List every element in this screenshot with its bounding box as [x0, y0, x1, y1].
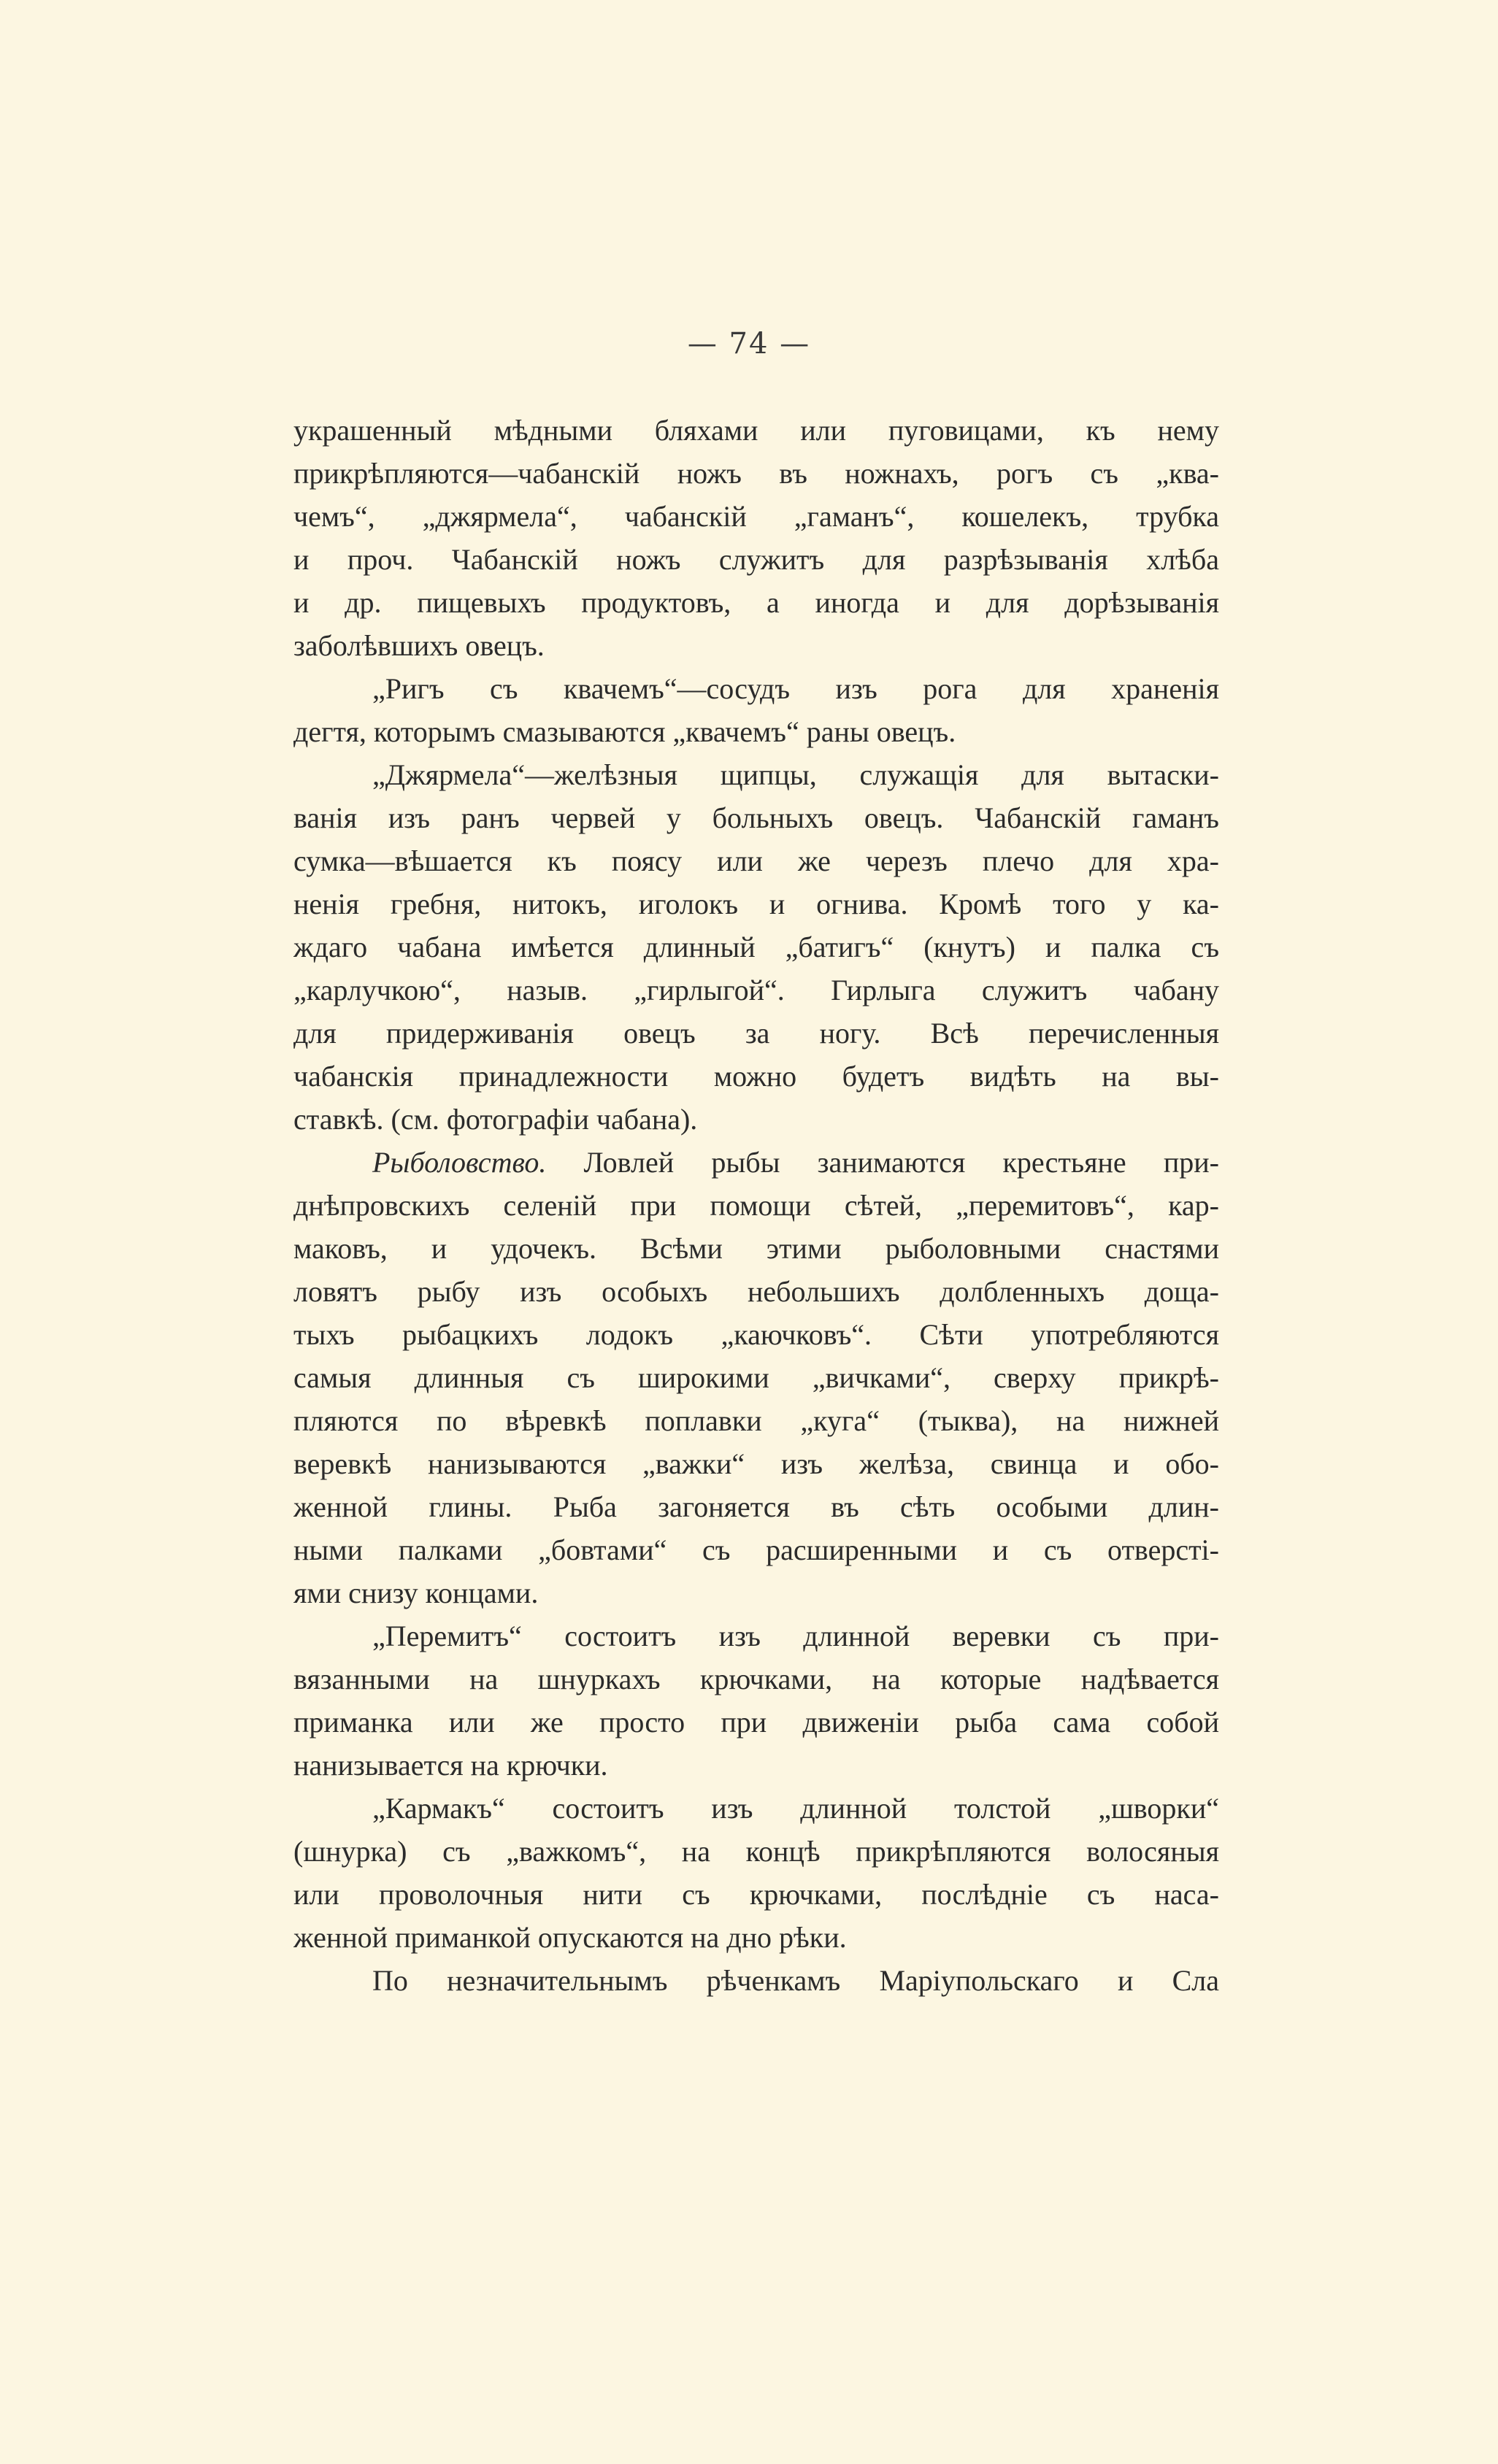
- text-line: [293, 1701, 1219, 1744]
- text-line: [293, 667, 1219, 710]
- text-line: [293, 1485, 1219, 1528]
- text-line-content: (шнурка) съ „важкомъ“, на концѣ прикрѣпляются волосяныя: [293, 1835, 1219, 1868]
- text-line-content: дегтя, которымъ смазываются „квачемъ“ раны овецъ.: [293, 715, 956, 748]
- text-line: [293, 710, 1219, 753]
- text-line-content: ненія гребня, нитокъ, иголокъ и огнива. Кромѣ того у ка-: [293, 888, 1219, 920]
- section-heading: Рыболовство.: [372, 1146, 547, 1179]
- text-line-content: приманка или же просто при движеніи рыба сама собой: [293, 1706, 1219, 1739]
- text-line: [293, 581, 1219, 624]
- text-line: [293, 969, 1219, 1012]
- text-line-content: самыя длинныя съ широкими „вичками“, сверху прикрѣ-: [293, 1361, 1219, 1394]
- text-line-content: женной глины. Рыба загоняется въ сѣть особыми длин-: [293, 1490, 1219, 1523]
- text-line: [293, 1313, 1219, 1356]
- text-line-content: ждаго чабана имѣется длинный „батигъ“ (кнутъ) и палка съ: [293, 931, 1219, 963]
- text-line-content: для придерживанія овецъ за ногу. Всѣ перечисленныя: [293, 1017, 1219, 1050]
- text-line-content: ными палками „бовтами“ съ расширенными и съ отверсті-: [293, 1533, 1219, 1566]
- text-line: [293, 1442, 1219, 1485]
- text-line-content: „Джярмела“—желѣзныя щипцы, служащія для вытаски-: [372, 758, 1219, 791]
- text-line: [293, 1356, 1219, 1399]
- text-line-content: „Кармакъ“ состоитъ изъ длинной толстой „шворки“: [372, 1792, 1219, 1825]
- text-line-content: чемъ“, „джярмела“, чабанскій „гаманъ“, кошелекъ, трубка: [293, 500, 1219, 533]
- text-line: [293, 925, 1219, 969]
- text-line-content: „Перемитъ“ состоитъ изъ длинной веревки съ при-: [372, 1620, 1219, 1652]
- text-line-content: „карлучкою“, назыв. „гирлыгой“. Гирлыга служитъ чабану: [293, 974, 1219, 1006]
- text-line-content: и проч. Чабанскій ножъ служитъ для разрѣзыванія хлѣба: [293, 543, 1219, 576]
- text-line: [293, 495, 1219, 538]
- text-line-content: ставкѣ. (см. фотографіи чабана).: [293, 1103, 698, 1136]
- text-line: [293, 1916, 1219, 1959]
- text-line: [293, 1227, 1219, 1270]
- text-line: [293, 409, 1219, 452]
- text-line-content: украшенный мѣдными бляхами или пуговицами, къ нему: [293, 414, 1219, 447]
- page-number: — 74 —: [687, 327, 811, 361]
- text-line: [293, 1270, 1219, 1313]
- text-line-content: и др. пищевыхъ продуктовъ, а иногда и для дорѣзыванія: [293, 586, 1219, 619]
- text-line-content: прикрѣпляются—чабанскій ножъ въ ножнахъ, рогъ съ „ква-: [293, 457, 1219, 490]
- text-line: [293, 1012, 1219, 1055]
- text-line-content: пляются по вѣревкѣ поплавки „куга“ (тыква), на нижней: [293, 1404, 1219, 1437]
- text-line: [293, 1830, 1219, 1873]
- body-text: [293, 409, 1219, 2002]
- text-line-content: маковъ, и удочекъ. Всѣми этими рыболовными снастями: [293, 1232, 1219, 1265]
- text-line-content: веревкѣ нанизываются „важки“ изъ желѣза, свинца и обо-: [293, 1447, 1219, 1480]
- text-line-content: днѣпровскихъ селеній при помощи сѣтей, „перемитовъ“, кар-: [293, 1189, 1219, 1222]
- text-line: [293, 1744, 1219, 1787]
- text-line: [293, 1098, 1219, 1141]
- text-line-content: „Ригъ съ квачемъ“—сосудъ изъ рога для храненія: [372, 672, 1219, 705]
- text-line: [293, 452, 1219, 495]
- text-line-content: нанизывается на крючки.: [293, 1749, 608, 1782]
- text-line: [293, 538, 1219, 581]
- text-line: [293, 1873, 1219, 1916]
- text-line: [293, 796, 1219, 839]
- text-line: [293, 1184, 1219, 1227]
- text-line-content: женной приманкой опускаются на дно рѣки.: [293, 1921, 847, 1954]
- text-line-content: тыхъ рыбацкихъ лодокъ „каючковъ“. Сѣти употребляются: [293, 1318, 1219, 1351]
- text-line: [293, 753, 1219, 796]
- text-line: [293, 1399, 1219, 1442]
- text-line: [293, 1787, 1219, 1830]
- text-line-content: вязанными на шнуркахъ крючками, на которые надѣвается: [293, 1663, 1219, 1695]
- text-line: [293, 1141, 1219, 1184]
- text-line: [293, 839, 1219, 882]
- text-line: [293, 1528, 1219, 1571]
- text-line: [293, 1959, 1219, 2002]
- text-line-content: По незначительнымъ рѣченкамъ Маріупольскаго и Сла: [372, 1964, 1219, 1997]
- text-line-content: Ловлей рыбы занимаются крестьяне при-: [546, 1146, 1219, 1179]
- text-line-content: сумка—вѣшается къ поясу или же черезъ плечо для хра-: [293, 844, 1219, 877]
- text-line: [293, 882, 1219, 925]
- text-line-content: ванія изъ ранъ червей у больныхъ овецъ. Чабанскій гаманъ: [293, 801, 1219, 834]
- text-line-content: или проволочныя нити съ крючками, послѣдніе съ наса-: [293, 1878, 1219, 1911]
- text-line: [293, 1658, 1219, 1701]
- text-line-content: ями снизу концами.: [293, 1576, 539, 1609]
- text-line: [293, 1055, 1219, 1098]
- text-line: [293, 1614, 1219, 1658]
- text-line: [293, 624, 1219, 667]
- text-line-content: чабанскія принадлежности можно будетъ видѣть на вы-: [293, 1060, 1219, 1093]
- text-line: [293, 1571, 1219, 1614]
- text-line-content: ловятъ рыбу изъ особыхъ небольшихъ долбленныхъ доща-: [293, 1275, 1219, 1308]
- text-line-content: заболѣвшихъ овецъ.: [293, 629, 545, 662]
